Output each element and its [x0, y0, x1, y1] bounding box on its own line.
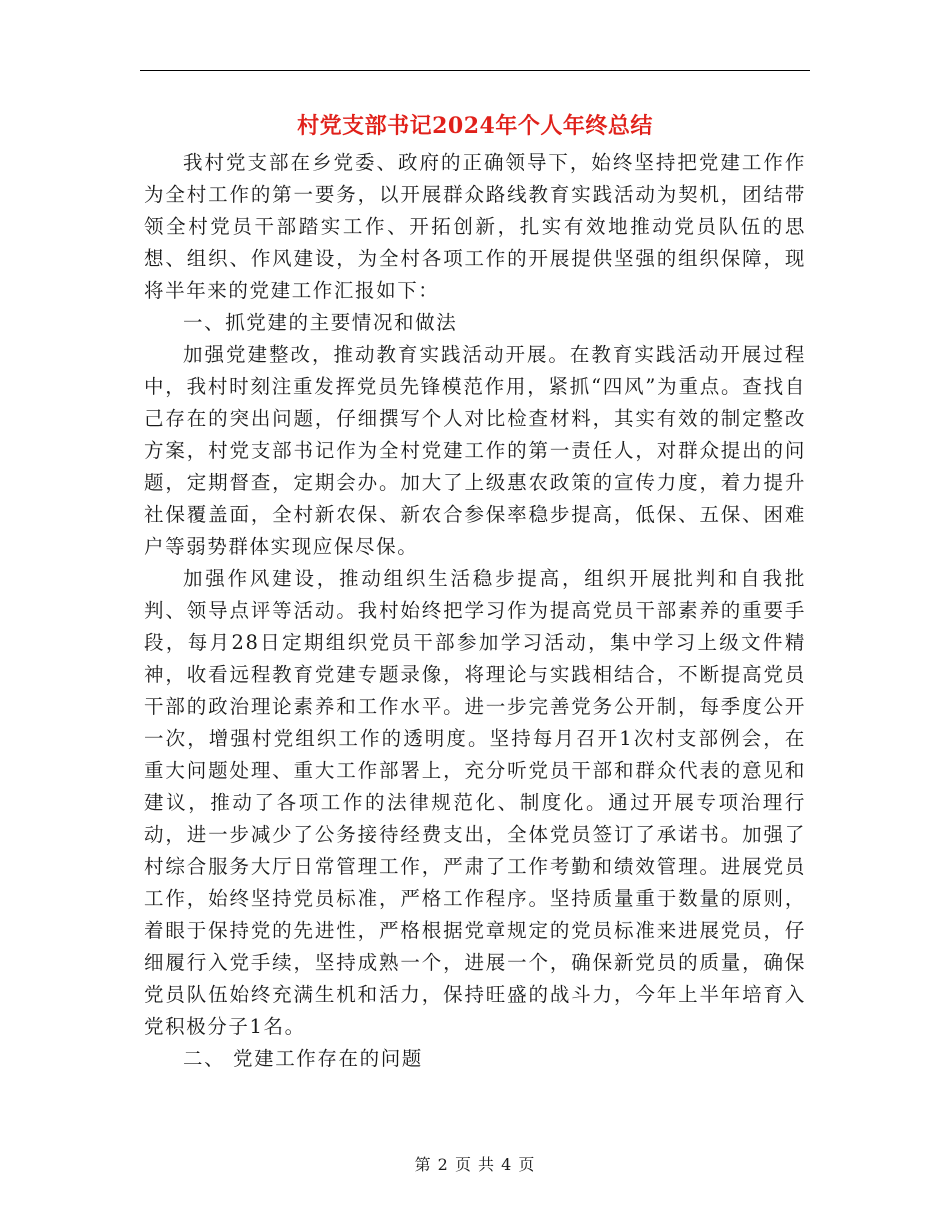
document-body — [144, 147, 806, 1075]
header-rule — [140, 70, 810, 71]
intro-paragraph: 我村党支部在乡党委、政府的正确领导下，始终坚持把党建工作作为全村工作的第一要务，以开展群众路线教育实践活动为契机，团结带领全村党员干部踏实工作、开拓创新，扎实有效地推动党员队伍的思想、组织、作风建设，为全村各项工作的开展提供坚强的组织保障，现将半年来的党建工作汇报如下： — [144, 151, 806, 302]
section-heading-2: 二、 党建工作存在的问题 — [183, 1047, 423, 1070]
body-paragraph: 加强党建整改，推动教育实践活动开展。在教育实践活动开展过程中，我村时刻注重发挥党员先锋模范作用，紧抓“四风”为重点。查找自己存在的突出问题，仔细撰写个人对比检查材料，其实有效的制定整改方案，村党支部书记作为全村党建工作的第一责任人，对群众提出的问题，定期督查，定期会办。加大了上级惠农政策的宣传力度，着力提升社保覆盖面，全村新农保、新农合参保率稳步提高，低保、五保、困难户等弱势群体实现应保尽保。 — [144, 343, 806, 558]
page-number: 第 2 页 共 4 页 — [414, 1155, 536, 1174]
document-title: 村党支部书记2024年个人年终总结 — [297, 113, 653, 139]
section-heading-1: 一、抓党建的主要情况和做法 — [183, 311, 458, 334]
body-paragraph: 加强作风建设，推动组织生活稳步提高，组织开展批判和自我批判、领导点评等活动。我村始终把学习作为提高党员干部素养的重要手段，每月28日定期组织党员干部参加学习活动，集中学习上级文件精神，收看远程教育党建专题录像，将理论与实践相结合，不断提高党员干部的政治理论素养和工作水平。进一步完善党务公开制，每季度公开一次，增强村党组织工作的透明度。坚持每月召开1次村支部例会，在重大问题处理、重大工作部署上，充分听党员干部和群众代表的意见和建议，推动了各项工作的法律规范化、制度化。通过开展专项治理行动，进一步减少了公务接待经费支出，全体党员签订了承诺书。加强了村综合服务大厅日常管理工作，严肃了工作考勤和绩效管理。进展党员工作，始终坚持党员标准，严格工作程序。坚持质量重于数量的原则，着眼于保持党的先进性，严格根据党章规定的党员标准来进展党员，仔细履行入党手续，坚持成熟一个，进展一个，确保新党员的质量，确保党员队伍始终充满生机和活力，保持旺盛的战斗力，今年上半年培育入党积极分子1名。 — [144, 567, 806, 1038]
